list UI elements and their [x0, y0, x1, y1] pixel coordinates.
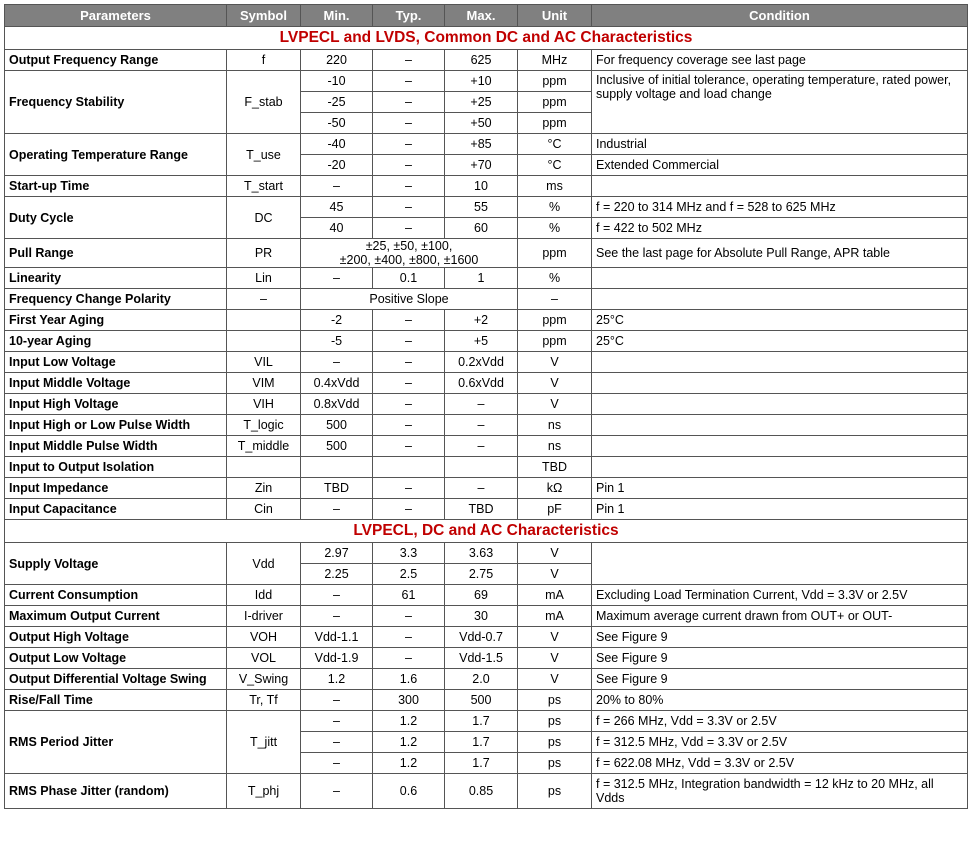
condition-cell: Maximum average current drawn from OUT+ or OUT-: [592, 606, 968, 627]
param-symbol: Idd: [227, 585, 301, 606]
unit-cell: V: [518, 394, 592, 415]
table-row: [5, 499, 968, 520]
param-name: Supply Voltage: [5, 543, 227, 585]
unit-cell: ps: [518, 732, 592, 753]
unit-cell: ns: [518, 436, 592, 457]
spec-body: [5, 27, 968, 809]
table-row: [5, 436, 968, 457]
unit-cell: V: [518, 373, 592, 394]
max-cell: [445, 457, 518, 478]
condition-cell: [592, 289, 968, 310]
condition-cell: [592, 436, 968, 457]
param-symbol: f: [227, 50, 301, 71]
unit-cell: V: [518, 352, 592, 373]
max-cell: 0.85: [445, 774, 518, 809]
min-cell: –: [301, 585, 373, 606]
min-cell: 2.97: [301, 543, 373, 564]
condition-cell: 25°C: [592, 331, 968, 352]
table-row: [5, 310, 968, 331]
unit-cell: %: [518, 268, 592, 289]
unit-cell: mA: [518, 606, 592, 627]
max-cell: 60: [445, 218, 518, 239]
unit-cell: ps: [518, 690, 592, 711]
param-name: 10-year Aging: [5, 331, 227, 352]
typ-cell: –: [373, 50, 445, 71]
param-name: Input Middle Pulse Width: [5, 436, 227, 457]
condition-cell: f = 622.08 MHz, Vdd = 3.3V or 2.5V: [592, 753, 968, 774]
typ-cell: [373, 457, 445, 478]
min-cell: -5: [301, 331, 373, 352]
param-name: Frequency Stability: [5, 71, 227, 134]
typ-cell: –: [373, 331, 445, 352]
param-symbol: Vdd: [227, 543, 301, 585]
condition-cell: 20% to 80%: [592, 690, 968, 711]
min-cell: -2: [301, 310, 373, 331]
max-cell: +85: [445, 134, 518, 155]
param-symbol: T_start: [227, 176, 301, 197]
unit-cell: ps: [518, 774, 592, 809]
typ-cell: 1.2: [373, 732, 445, 753]
merged-value: ±25, ±50, ±100, ±200, ±400, ±800, ±1600: [301, 239, 518, 268]
table-row: [5, 627, 968, 648]
unit-cell: pF: [518, 499, 592, 520]
typ-cell: 0.1: [373, 268, 445, 289]
table-row: [5, 134, 968, 155]
min-cell: 0.4xVdd: [301, 373, 373, 394]
condition-cell: See Figure 9: [592, 648, 968, 669]
condition-cell: f = 220 to 314 MHz and f = 528 to 625 MHz: [592, 197, 968, 218]
param-name: Output Frequency Range: [5, 50, 227, 71]
typ-cell: 0.6: [373, 774, 445, 809]
max-cell: 1.7: [445, 711, 518, 732]
param-symbol: T_middle: [227, 436, 301, 457]
param-symbol: Cin: [227, 499, 301, 520]
param-symbol: –: [227, 289, 301, 310]
min-cell: 1.2: [301, 669, 373, 690]
typ-cell: –: [373, 478, 445, 499]
max-cell: –: [445, 478, 518, 499]
min-cell: –: [301, 176, 373, 197]
typ-cell: 1.6: [373, 669, 445, 690]
min-cell: -50: [301, 113, 373, 134]
max-cell: 500: [445, 690, 518, 711]
min-cell: 2.25: [301, 564, 373, 585]
condition-cell: 25°C: [592, 310, 968, 331]
table-row: [5, 478, 968, 499]
typ-cell: –: [373, 113, 445, 134]
min-cell: -20: [301, 155, 373, 176]
condition-cell: f = 422 to 502 MHz: [592, 218, 968, 239]
param-symbol: VIM: [227, 373, 301, 394]
param-symbol: [227, 310, 301, 331]
condition-cell: Pin 1: [592, 499, 968, 520]
unit-cell: ns: [518, 415, 592, 436]
table-row: [5, 690, 968, 711]
condition-cell: See Figure 9: [592, 627, 968, 648]
min-cell: 40: [301, 218, 373, 239]
condition-cell: f = 266 MHz, Vdd = 3.3V or 2.5V: [592, 711, 968, 732]
param-name: Input Low Voltage: [5, 352, 227, 373]
table-row: [5, 648, 968, 669]
condition-cell: [592, 352, 968, 373]
typ-cell: –: [373, 218, 445, 239]
table-row: [5, 669, 968, 690]
typ-cell: –: [373, 394, 445, 415]
max-cell: +50: [445, 113, 518, 134]
max-cell: +70: [445, 155, 518, 176]
param-symbol: F_stab: [227, 71, 301, 134]
param-symbol: VOL: [227, 648, 301, 669]
condition-cell: [592, 394, 968, 415]
table-row: [5, 373, 968, 394]
typ-cell: 2.5: [373, 564, 445, 585]
param-name: RMS Period Jitter: [5, 711, 227, 774]
section-title: LVPECL and LVDS, Common DC and AC Characteristics: [5, 27, 968, 50]
unit-cell: V: [518, 627, 592, 648]
min-cell: Vdd-1.9: [301, 648, 373, 669]
param-symbol: T_phj: [227, 774, 301, 809]
param-name: Input to Output Isolation: [5, 457, 227, 478]
min-cell: Vdd-1.1: [301, 627, 373, 648]
condition-cell: f = 312.5 MHz, Vdd = 3.3V or 2.5V: [592, 732, 968, 753]
param-name: Output High Voltage: [5, 627, 227, 648]
param-name: Maximum Output Current: [5, 606, 227, 627]
max-cell: +5: [445, 331, 518, 352]
param-symbol: VOH: [227, 627, 301, 648]
max-cell: 55: [445, 197, 518, 218]
min-cell: –: [301, 499, 373, 520]
condition-cell: Inclusive of initial tolerance, operating temperature, rated power, supply voltage and load change: [592, 71, 968, 134]
max-cell: 1.7: [445, 732, 518, 753]
col-header-typ: Typ.: [373, 5, 445, 27]
max-cell: 30: [445, 606, 518, 627]
param-name: Current Consumption: [5, 585, 227, 606]
section-header-row: [5, 27, 968, 50]
table-row: [5, 774, 968, 809]
col-header-symbol: Symbol: [227, 5, 301, 27]
unit-cell: V: [518, 648, 592, 669]
typ-cell: –: [373, 436, 445, 457]
condition-cell: [592, 457, 968, 478]
param-symbol: Zin: [227, 478, 301, 499]
table-row: [5, 331, 968, 352]
typ-cell: –: [373, 134, 445, 155]
param-symbol: [227, 457, 301, 478]
param-symbol: PR: [227, 239, 301, 268]
max-cell: 3.63: [445, 543, 518, 564]
param-name: Input Middle Voltage: [5, 373, 227, 394]
header-row: [5, 5, 968, 27]
typ-cell: 3.3: [373, 543, 445, 564]
unit-cell: mA: [518, 585, 592, 606]
max-cell: 2.0: [445, 669, 518, 690]
param-symbol: T_jitt: [227, 711, 301, 774]
condition-cell: Excluding Load Termination Current, Vdd = 3.3V or 2.5V: [592, 585, 968, 606]
unit-cell: ppm: [518, 71, 592, 92]
section-header-row: [5, 520, 968, 543]
unit-cell: kΩ: [518, 478, 592, 499]
unit-cell: ms: [518, 176, 592, 197]
min-cell: -40: [301, 134, 373, 155]
condition-cell: See Figure 9: [592, 669, 968, 690]
param-name: Input Impedance: [5, 478, 227, 499]
min-cell: –: [301, 268, 373, 289]
max-cell: Vdd-0.7: [445, 627, 518, 648]
param-symbol: T_use: [227, 134, 301, 176]
table-row: [5, 352, 968, 373]
max-cell: 1.7: [445, 753, 518, 774]
table-row: [5, 268, 968, 289]
min-cell: -25: [301, 92, 373, 113]
param-symbol: Tr, Tf: [227, 690, 301, 711]
typ-cell: –: [373, 627, 445, 648]
table-row: [5, 543, 968, 564]
typ-cell: –: [373, 499, 445, 520]
condition-cell: f = 312.5 MHz, Integration bandwidth = 12 kHz to 20 MHz, all Vdds: [592, 774, 968, 809]
unit-cell: V: [518, 564, 592, 585]
param-name: Output Low Voltage: [5, 648, 227, 669]
param-symbol: VIL: [227, 352, 301, 373]
condition-cell: Extended Commercial: [592, 155, 968, 176]
table-row: [5, 457, 968, 478]
param-name: Frequency Change Polarity: [5, 289, 227, 310]
unit-cell: ps: [518, 753, 592, 774]
param-symbol: [227, 331, 301, 352]
min-cell: TBD: [301, 478, 373, 499]
min-cell: 500: [301, 436, 373, 457]
min-cell: 0.8xVdd: [301, 394, 373, 415]
table-row: [5, 585, 968, 606]
min-cell: –: [301, 690, 373, 711]
typ-cell: –: [373, 415, 445, 436]
condition-cell: See the last page for Absolute Pull Range, APR table: [592, 239, 968, 268]
max-cell: 69: [445, 585, 518, 606]
typ-cell: –: [373, 606, 445, 627]
max-cell: 1: [445, 268, 518, 289]
unit-cell: %: [518, 197, 592, 218]
condition-cell: [592, 415, 968, 436]
min-cell: [301, 457, 373, 478]
param-symbol: VIH: [227, 394, 301, 415]
unit-cell: ppm: [518, 113, 592, 134]
unit-cell: V: [518, 669, 592, 690]
unit-cell: MHz: [518, 50, 592, 71]
max-cell: 10: [445, 176, 518, 197]
col-header-unit: Unit: [518, 5, 592, 27]
typ-cell: –: [373, 71, 445, 92]
unit-cell: ppm: [518, 331, 592, 352]
condition-cell: [592, 373, 968, 394]
param-name: RMS Phase Jitter (random): [5, 774, 227, 809]
typ-cell: –: [373, 155, 445, 176]
table-row: [5, 711, 968, 732]
unit-cell: ppm: [518, 239, 592, 268]
min-cell: –: [301, 606, 373, 627]
typ-cell: 1.2: [373, 711, 445, 732]
param-name: Start-up Time: [5, 176, 227, 197]
param-name: Linearity: [5, 268, 227, 289]
param-name: First Year Aging: [5, 310, 227, 331]
table-row: [5, 606, 968, 627]
typ-cell: 1.2: [373, 753, 445, 774]
min-cell: 500: [301, 415, 373, 436]
unit-cell: ppm: [518, 310, 592, 331]
table-row: [5, 394, 968, 415]
max-cell: +2: [445, 310, 518, 331]
table-row: [5, 176, 968, 197]
param-name: Input High or Low Pulse Width: [5, 415, 227, 436]
table-row: [5, 289, 968, 310]
max-cell: TBD: [445, 499, 518, 520]
param-symbol: I-driver: [227, 606, 301, 627]
param-name: Output Differential Voltage Swing: [5, 669, 227, 690]
min-cell: 45: [301, 197, 373, 218]
param-name: Duty Cycle: [5, 197, 227, 239]
merged-value: Positive Slope: [301, 289, 518, 310]
max-cell: 2.75: [445, 564, 518, 585]
condition-cell: Pin 1: [592, 478, 968, 499]
table-row: [5, 50, 968, 71]
condition-cell: Industrial: [592, 134, 968, 155]
max-cell: 0.6xVdd: [445, 373, 518, 394]
col-header-parameters: Parameters: [5, 5, 227, 27]
typ-cell: 61: [373, 585, 445, 606]
unit-cell: °C: [518, 155, 592, 176]
condition-cell: [592, 543, 968, 585]
max-cell: –: [445, 436, 518, 457]
max-cell: –: [445, 415, 518, 436]
typ-cell: –: [373, 197, 445, 218]
col-header-condition: Condition: [592, 5, 968, 27]
param-symbol: V_Swing: [227, 669, 301, 690]
min-cell: –: [301, 352, 373, 373]
col-header-min: Min.: [301, 5, 373, 27]
max-cell: 0.2xVdd: [445, 352, 518, 373]
min-cell: -10: [301, 71, 373, 92]
max-cell: +10: [445, 71, 518, 92]
table-row: [5, 415, 968, 436]
unit-cell: TBD: [518, 457, 592, 478]
unit-cell: °C: [518, 134, 592, 155]
min-cell: –: [301, 753, 373, 774]
unit-cell: V: [518, 543, 592, 564]
section-title: LVPECL, DC and AC Characteristics: [5, 520, 968, 543]
table-row: [5, 197, 968, 218]
max-cell: 625: [445, 50, 518, 71]
unit-cell: –: [518, 289, 592, 310]
col-header-max: Max.: [445, 5, 518, 27]
typ-cell: –: [373, 92, 445, 113]
param-name: Input High Voltage: [5, 394, 227, 415]
typ-cell: –: [373, 373, 445, 394]
condition-cell: For frequency coverage see last page: [592, 50, 968, 71]
table-row: [5, 71, 968, 92]
condition-cell: [592, 268, 968, 289]
table-row: [5, 239, 968, 268]
param-symbol: DC: [227, 197, 301, 239]
max-cell: –: [445, 394, 518, 415]
spec-table: [4, 4, 968, 809]
condition-cell: [592, 176, 968, 197]
unit-cell: ps: [518, 711, 592, 732]
unit-cell: %: [518, 218, 592, 239]
typ-cell: –: [373, 648, 445, 669]
param-name: Input Capacitance: [5, 499, 227, 520]
max-cell: +25: [445, 92, 518, 113]
min-cell: –: [301, 774, 373, 809]
param-symbol: T_logic: [227, 415, 301, 436]
param-name: Operating Temperature Range: [5, 134, 227, 176]
param-name: Rise/Fall Time: [5, 690, 227, 711]
typ-cell: –: [373, 176, 445, 197]
min-cell: –: [301, 711, 373, 732]
param-name: Pull Range: [5, 239, 227, 268]
min-cell: –: [301, 732, 373, 753]
typ-cell: –: [373, 310, 445, 331]
max-cell: Vdd-1.5: [445, 648, 518, 669]
typ-cell: –: [373, 352, 445, 373]
typ-cell: 300: [373, 690, 445, 711]
param-symbol: Lin: [227, 268, 301, 289]
unit-cell: ppm: [518, 92, 592, 113]
min-cell: 220: [301, 50, 373, 71]
